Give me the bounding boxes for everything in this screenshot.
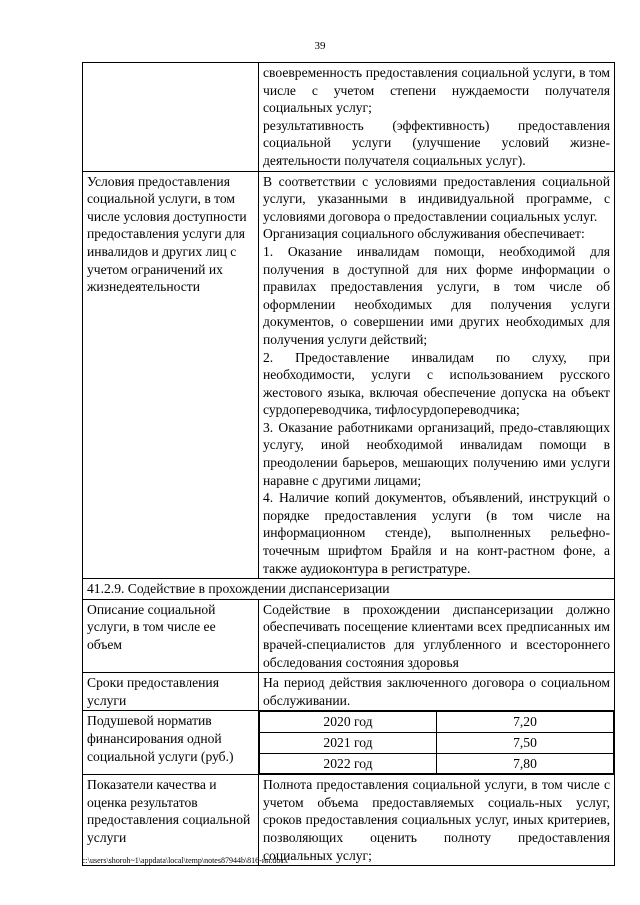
- paragraph: Организация социального обслуживания обеспечивает:: [263, 226, 585, 242]
- paragraph: результативность (эффективность) предоставления социальной услуги (улучшение условий жизне-деятельности получателя социальных услуг).: [263, 117, 610, 168]
- row-label-empty: [83, 63, 259, 172]
- footer-file-path: c:\users\shoroh~1\appdata\local\temp\notes87944b\816-ин.docx: [82, 856, 288, 865]
- section-heading: 41.2.9. Содействие в прохождении диспансеризации: [83, 579, 615, 600]
- row-content: Полнота предоставления социальной услуги, в том числе с учетом объема предоставляемых социаль-ных услуг, сроков предоставления социальных услуг, иных критериев, позволяющих оценить полноту предоставления социальных услуг;: [259, 775, 615, 866]
- row-label: Условия предоставления социальной услуги, в том числе условия доступности предоставления услуги для инвалидов и других лиц с учетом ограничений их жизнедеятельности: [83, 171, 259, 579]
- paragraph: 3. Оказание работниками организаций, предо-ставляющих услугу, иной необходимой инвалидам помощи в преодолении барьеров, мешающих получению ими услуги наравне с другими лицами;: [263, 419, 610, 488]
- norm-year: 2021 год: [260, 732, 437, 753]
- paragraph: В соответствии с условиями предоставления социальной услуги, указанными в индивидуальной программе, с условиями договора о предоставлении социальных услуг.: [263, 173, 610, 224]
- table-row: [83, 673, 615, 711]
- paragraph: 4. Наличие копий документов, объявлений, инструкций о порядке предоставления услуги (в том числе на информационном стенде), выполненных рельефно-точечным шрифтом Брайля и на конт-растном фоне, а также аудиоконтура в регистратуре.: [263, 490, 610, 576]
- services-table: [82, 62, 615, 866]
- row-label: Описание социальной услуги, в том числе ее объем: [83, 599, 259, 672]
- norm-year: 2020 год: [260, 712, 437, 733]
- table-row: [83, 775, 615, 866]
- table-row: [83, 171, 615, 579]
- norm-value: 7,80: [437, 753, 614, 774]
- row-content: [259, 171, 615, 579]
- norm-value: 7,50: [437, 732, 614, 753]
- table-row: [83, 599, 615, 672]
- table-row: [83, 711, 615, 775]
- row-content: На период действия заключенного договора о социальном обслуживании.: [259, 673, 615, 711]
- row-label: Показатели качества и оценка результатов предоставления социальной услуги: [83, 775, 259, 866]
- norm-row: [260, 712, 614, 733]
- norm-row: [260, 753, 614, 774]
- row-content: Содействие в прохождении диспансеризации должно обеспечивать посещение клиентами всех предписанных им врачей-специалистов для углубленного и всестороннего обследования состояния здоровья: [259, 599, 615, 672]
- paragraph: своевременность предоставления социальной услуги, в том числе с учетом степени нуждаемости получателя социальных услуг;: [263, 65, 610, 116]
- page-number: 39: [314, 40, 326, 52]
- norm-table: [259, 711, 614, 774]
- row-content: [259, 63, 615, 172]
- table-row: [83, 63, 615, 172]
- norm-cell: [259, 711, 615, 775]
- paragraph: 2. Предоставление инвалидам по слуху, при необходимости, услуги с использованием русского жестового языка, включая обеспечение допуска на объект сурдопереводчика, тифлосурдопереводчика;: [263, 349, 610, 418]
- table-row: [83, 579, 615, 600]
- norm-year: 2022 год: [260, 753, 437, 774]
- paragraph: 1. Оказание инвалидам помощи, необходимой для получения в доступной для них форме информации о правилах предоставления услуги, в том числе об оформлении необходимых для получения услуги документов, о совершении ими других необходимых для получения услуги действий;: [263, 243, 610, 347]
- row-label: Сроки предоставления услуги: [83, 673, 259, 711]
- row-label: Подушевой норматив финансирования одной социальной услуги (руб.): [83, 711, 259, 775]
- norm-value: 7,20: [437, 712, 614, 733]
- norm-row: [260, 732, 614, 753]
